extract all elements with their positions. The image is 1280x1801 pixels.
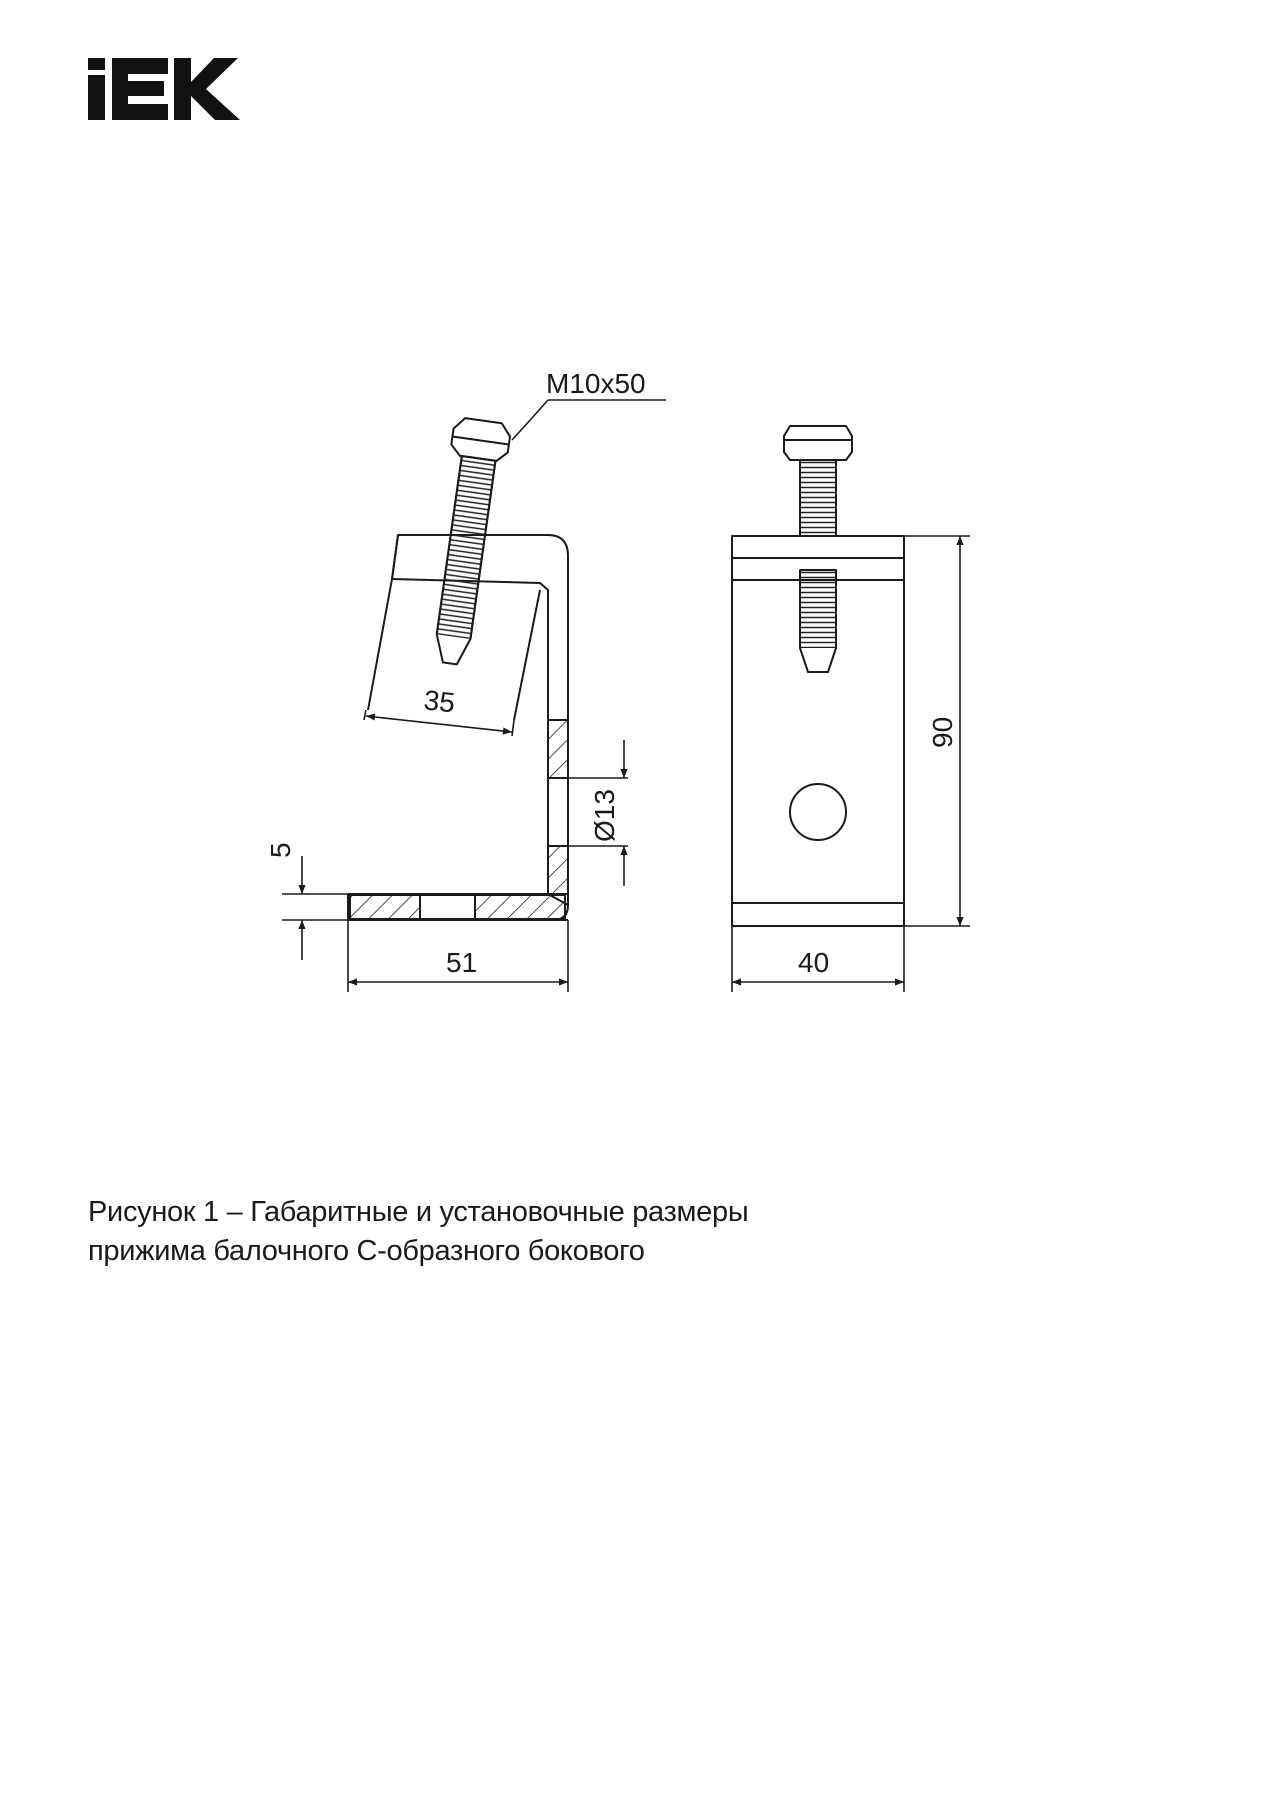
- figure-caption: [88, 1193, 748, 1271]
- dim-90: 90: [927, 716, 958, 748]
- side-wall-section: [548, 720, 568, 905]
- caption-line-2: прижима балочного С-образного бокового: [88, 1235, 645, 1267]
- bolt-label: M10x50: [546, 368, 646, 399]
- side-base-section: [348, 894, 568, 920]
- side-view: [348, 417, 568, 920]
- dim-40: 40: [798, 947, 830, 978]
- dim-hole: Ø13: [589, 789, 620, 842]
- dim-35: 35: [422, 684, 457, 719]
- dim-51: 51: [446, 947, 478, 978]
- dim-5: 5: [265, 842, 296, 858]
- front-hole: [790, 784, 846, 840]
- front-view: [732, 426, 904, 926]
- caption-line-1: Рисунок 1 – Габаритные и установочные размеры: [88, 1196, 749, 1228]
